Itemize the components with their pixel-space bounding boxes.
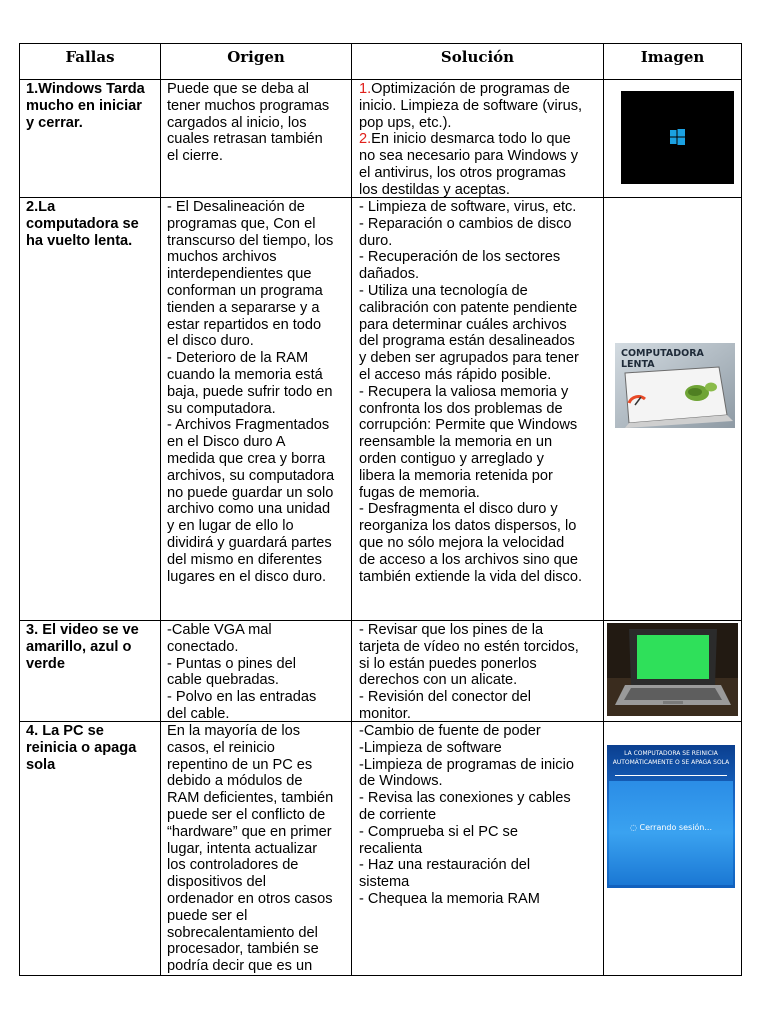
falla-text: verde: [26, 655, 65, 672]
origen-text: RAM deficientes, también: [167, 790, 334, 807]
origen-text: conectado.: [167, 638, 239, 655]
solucion-text: fugas de memoria.: [359, 484, 480, 501]
solucion-text: el acceso más rápido posible.: [359, 366, 552, 383]
image-caption: [621, 348, 704, 370]
solucion-text: para determinar cuáles archivos: [359, 316, 567, 333]
falla-text: mucho en iniciar: [26, 97, 142, 114]
column-divider: [160, 43, 161, 976]
solucion-text: - Haz una restauración del: [359, 857, 531, 874]
solucion-text: - Recupera la valiosa memoria y: [359, 383, 569, 400]
column-divider: [603, 43, 604, 976]
origen-text: puede ser el: [167, 907, 248, 924]
caption-line: LENTA: [621, 359, 655, 370]
origen-text: procesador, también se: [167, 941, 319, 958]
solucion-text: pop ups, etc.).: [359, 114, 452, 131]
solucion-text: - Reparación o cambios de disco: [359, 215, 572, 232]
origen-text: baja, puede sufrir todo en: [167, 383, 333, 400]
solucion-text: de corriente: [359, 806, 437, 823]
falla-cell: [26, 622, 158, 672]
origen-text: - Puntas o pines del: [167, 655, 296, 672]
origen-text: transcurso del tiempo, los: [167, 232, 334, 249]
origen-text: sobrecalentamiento del: [167, 924, 318, 941]
header-fallas: Fallas: [65, 48, 115, 66]
origen-text: Puede que se deba al: [167, 81, 310, 97]
origen-text: - Archivos Fragmentados: [167, 417, 330, 434]
shutdown-banner: [607, 749, 735, 767]
banner-divider: [615, 775, 727, 776]
origen-text: medida que crea y borra: [167, 450, 326, 467]
solucion-text: -Cambio de fuente de poder: [359, 723, 541, 739]
status-text: Cerrando sesión...: [639, 823, 713, 832]
table-border-left: [19, 43, 20, 976]
origen-text: del mismo en diferentes: [167, 551, 322, 568]
origen-cell: [167, 622, 349, 723]
origen-text: en el Disco duro A: [167, 434, 286, 451]
solucion-text: reensamble la memoria en un: [359, 434, 553, 451]
slow-computer-image: [615, 343, 735, 428]
solucion-cell: [359, 622, 602, 723]
origen-text: podría decir que es un: [167, 958, 313, 975]
solucion-text: el antivirus, los otros programas: [359, 164, 566, 181]
origen-text: no puede guardar un solo: [167, 484, 334, 501]
origen-text: -Cable VGA mal: [167, 622, 272, 638]
origen-text: muchos archivos: [167, 249, 277, 266]
origen-text: En la mayoría de los: [167, 723, 301, 739]
solucion-text: del programa están desalineados: [359, 333, 575, 350]
origen-text: - El Desalineación de: [167, 199, 305, 215]
solucion-text: orden contiguo y arreglado y: [359, 450, 544, 467]
windows-logo-icon: [621, 91, 734, 184]
falla-text: reinicia o apaga: [26, 739, 137, 756]
origen-text: lugares en el disco duro.: [167, 568, 327, 585]
origen-text: - Polvo en las entradas: [167, 689, 317, 706]
falla-text: sola: [26, 756, 56, 773]
solucion-text: - Recuperación de los sectores: [359, 249, 561, 266]
solucion-text: dañados.: [359, 266, 420, 283]
solucion-text: - Revisar que los pines de la: [359, 622, 544, 638]
origen-text: puede ser el conflicto de: [167, 806, 326, 823]
table-border-bottom: [19, 975, 742, 976]
windows-boot-screen-image: [621, 91, 734, 184]
solucion-cell: [359, 199, 602, 585]
origen-text: “hardware” que en primer: [167, 823, 332, 840]
origen-text: cable quebradas.: [167, 672, 279, 689]
origen-text: ordenador en otros casos: [167, 890, 333, 907]
origen-text: repentino de un PC es: [167, 756, 313, 773]
solucion-text: - Desfragmenta el disco duro y: [359, 501, 558, 518]
origen-text: cuando la memoria está: [167, 366, 323, 383]
item-number: 2.: [359, 131, 372, 148]
solucion-cell: [359, 81, 602, 199]
origen-text: estar repartidos en todo: [167, 316, 322, 333]
solucion-text: -Limpieza de programas de inicio: [359, 756, 574, 773]
solucion-text: sistema: [359, 874, 410, 891]
origen-cell: [167, 81, 349, 165]
row-divider: [19, 79, 742, 80]
caption-line: COMPUTADORA: [621, 348, 704, 359]
solucion-text: que no sólo mejora la velocidad: [359, 534, 565, 551]
origen-text: tienden a separarse y a: [167, 299, 320, 316]
solucion-text: duro.: [359, 232, 393, 249]
solucion-text: -Limpieza de software: [359, 739, 502, 756]
column-divider: [351, 43, 352, 976]
solucion-text: derechos con un alicate.: [359, 672, 518, 689]
falla-cell: [26, 723, 158, 773]
solucion-text: de Windows.: [359, 773, 443, 790]
solucion-line: Optimización de programas de: [371, 81, 570, 97]
origen-text: cuales retrasan también: [167, 131, 323, 148]
solucion-text: - Limpieza de software, virus, etc.: [359, 199, 577, 215]
falla-text: 2.La: [26, 199, 56, 215]
origen-text: - Deterioro de la RAM: [167, 350, 309, 367]
item-number: 1.: [359, 81, 372, 97]
banner-line: AUTOMÁTICAMENTE O SE APAGA SOLA: [612, 759, 730, 766]
solucion-text: no sea necesario para Windows y: [359, 148, 579, 165]
falla-text: y cerrar.: [26, 114, 83, 131]
shutdown-screen-image: [607, 745, 735, 888]
solucion-text: inicio. Limpieza de software (virus,: [359, 97, 583, 114]
origen-text: y en lugar de ello lo: [167, 518, 294, 535]
falla-text: computadora se: [26, 215, 139, 232]
solucion-text: reorganiza los datos dispersos, lo: [359, 518, 577, 535]
falla-text: 3. El video se ve: [26, 622, 139, 638]
solucion-text: también extiende la vida del disco.: [359, 568, 583, 585]
solucion-text: si lo están puedes ponerlos: [359, 655, 537, 672]
origen-text: el cierre.: [167, 148, 223, 165]
origen-text: cargados al inicio, los: [167, 114, 307, 131]
falla-text: 4. La PC se: [26, 723, 104, 739]
header-origen: Origen: [227, 48, 285, 66]
green-screen-laptop-image: [607, 623, 738, 716]
falla-text: 1.Windows Tarda: [26, 81, 145, 97]
falla-text: ha vuelto lenta.: [26, 232, 133, 249]
closing-session-text: [607, 823, 735, 832]
laptop-icon: [607, 623, 738, 716]
header-solucion: Solución: [440, 48, 515, 66]
solucion-text: libera la memoria retenida por: [359, 467, 553, 484]
origen-text: dispositivos del: [167, 874, 266, 891]
origen-text: casos, el reinicio: [167, 739, 275, 756]
origen-text: archivo como una unidad: [167, 501, 331, 518]
solucion-text: monitor.: [359, 705, 411, 722]
falla-text: amarillo, azul o: [26, 638, 132, 655]
falla-cell: [26, 81, 158, 131]
header-imagen: Imagen: [640, 48, 705, 66]
origen-cell: [167, 199, 349, 585]
solucion-text: - Revisión del conector del: [359, 689, 531, 706]
origen-text: archivos, su computadora: [167, 467, 335, 484]
solucion-text: recalienta: [359, 840, 423, 857]
origen-text: el disco duro.: [167, 333, 254, 350]
solucion-text: tarjeta de vídeo no estén torcidos,: [359, 638, 579, 655]
origen-text: lugar, intenta actualizar: [167, 840, 318, 857]
solucion-text: [359, 131, 602, 148]
solucion-text: - Utiliza una tecnología de: [359, 282, 528, 299]
solucion-text: [359, 81, 602, 98]
solucion-line: En inicio desmarca todo lo que: [371, 131, 571, 148]
shutdown-panel: [609, 781, 733, 885]
solucion-text: de acceso a los archivos sino que: [359, 551, 579, 568]
solucion-text: confronta los dos problemas de: [359, 400, 563, 417]
solucion-text: y deben ser agrupados para tener: [359, 350, 579, 367]
origen-text: su computadora.: [167, 400, 276, 417]
solucion-text: corrupción: Permite que Windows: [359, 417, 578, 434]
spinner-icon: ◌: [629, 823, 640, 832]
origen-text: programas que, Con el: [167, 215, 316, 232]
origen-text: debido a módulos de: [167, 773, 303, 790]
solucion-text: los destildas y aceptas.: [359, 181, 510, 198]
origen-text: del cable.: [167, 705, 230, 722]
banner-line: LA COMPUTADORA SE REINICIA: [624, 750, 718, 757]
origen-text: interdependientes que: [167, 266, 312, 283]
solucion-text: - Comprueba si el PC se: [359, 823, 518, 840]
falla-cell: [26, 199, 158, 249]
origen-text: tener muchos programas: [167, 97, 330, 114]
row-divider: [19, 620, 742, 621]
origen-text: dividirá y guardará partes: [167, 534, 332, 551]
origen-text: los controladores de: [167, 857, 299, 874]
solucion-text: - Chequea la memoria RAM: [359, 890, 540, 907]
solucion-cell: [359, 723, 602, 908]
origen-text: conforman un programa: [167, 282, 323, 299]
solucion-text: - Revisa las conexiones y cables: [359, 790, 571, 807]
origen-cell: [167, 723, 349, 975]
table-border-right: [741, 43, 742, 976]
solucion-text: calibración con patente pendiente: [359, 299, 578, 316]
